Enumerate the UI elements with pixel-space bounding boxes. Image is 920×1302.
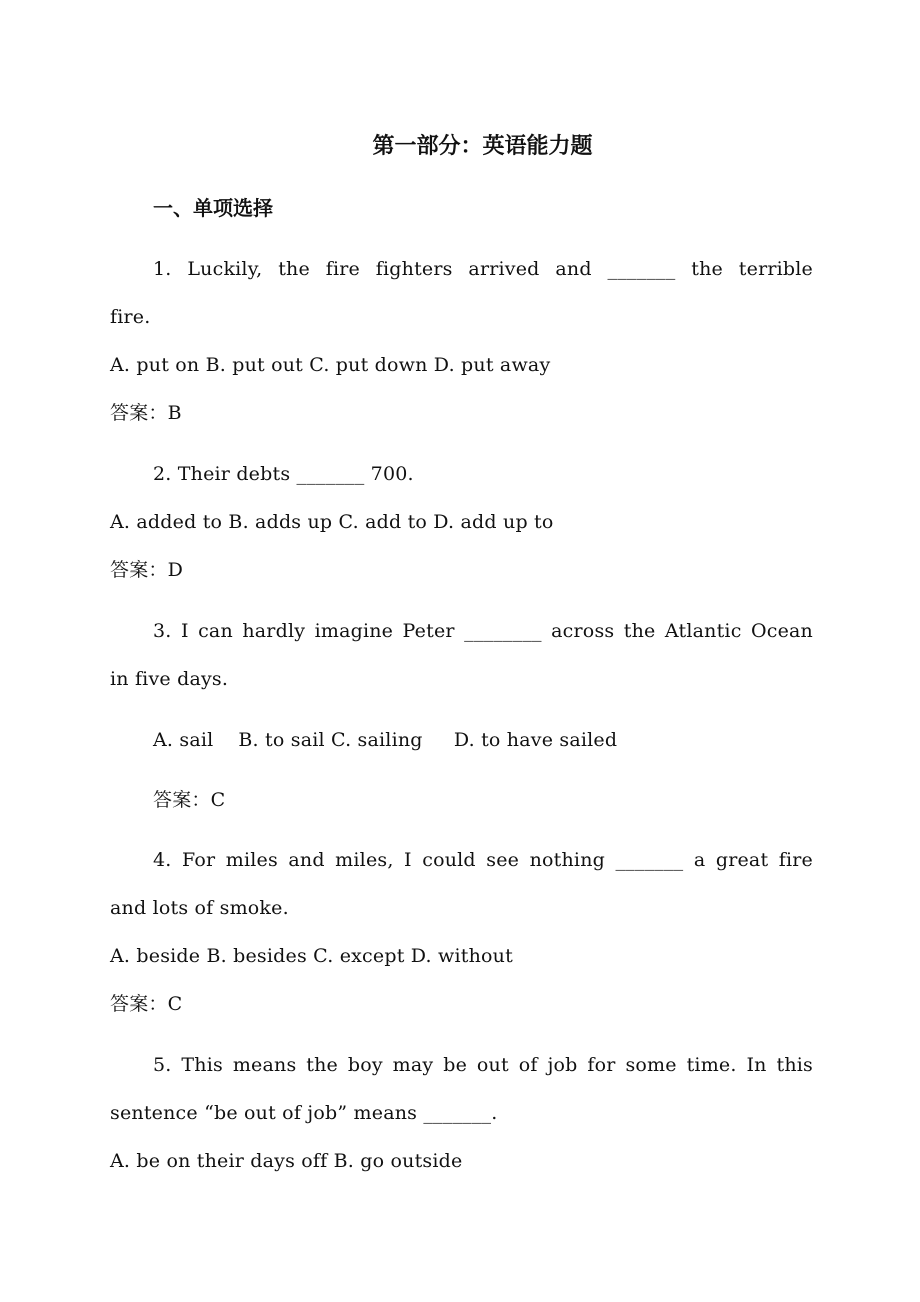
- question-5-stem-continued: sentence “be out of job” means _______.: [110, 1102, 498, 1124]
- question-1-answer: 答案：B: [110, 402, 182, 424]
- question-5-stem: 5. This means the boy may be out of job for some time. In this: [153, 1054, 813, 1076]
- question-5-options: A. be on their days off B. go outside: [110, 1150, 463, 1172]
- question-1-stem: 1. Luckily, the fire fighters arrived and _______ the terrible: [153, 258, 813, 280]
- section-heading: 一、单项选择: [153, 196, 273, 220]
- page-title: 第一部分：英语能力题: [372, 134, 593, 159]
- question-2-options: A. added to B. adds up C. add to D. add up to: [110, 511, 554, 533]
- question-3-options: A. sail B. to sail C. sailing D. to have sailed: [153, 729, 618, 751]
- question-1-options: A. put on B. put out C. put down D. put away: [110, 354, 551, 376]
- question-2-stem: 2. Their debts _______ 700.: [153, 463, 414, 485]
- question-3-stem: 3. I can hardly imagine Peter ________ across the Atlantic Ocean: [153, 620, 813, 642]
- question-4-answer: 答案：C: [110, 993, 183, 1015]
- question-4-stem-continued: and lots of smoke.: [110, 897, 289, 919]
- question-4-options: A. beside B. besides C. except D. without: [110, 945, 513, 967]
- question-3-stem-continued: in five days.: [110, 668, 229, 690]
- question-2-answer: 答案：D: [110, 559, 184, 581]
- question-3-answer: 答案：C: [153, 789, 226, 811]
- question-1-stem-continued: fire.: [110, 306, 151, 328]
- question-4-stem: 4. For miles and miles, I could see nothing _______ a great fire: [153, 849, 813, 871]
